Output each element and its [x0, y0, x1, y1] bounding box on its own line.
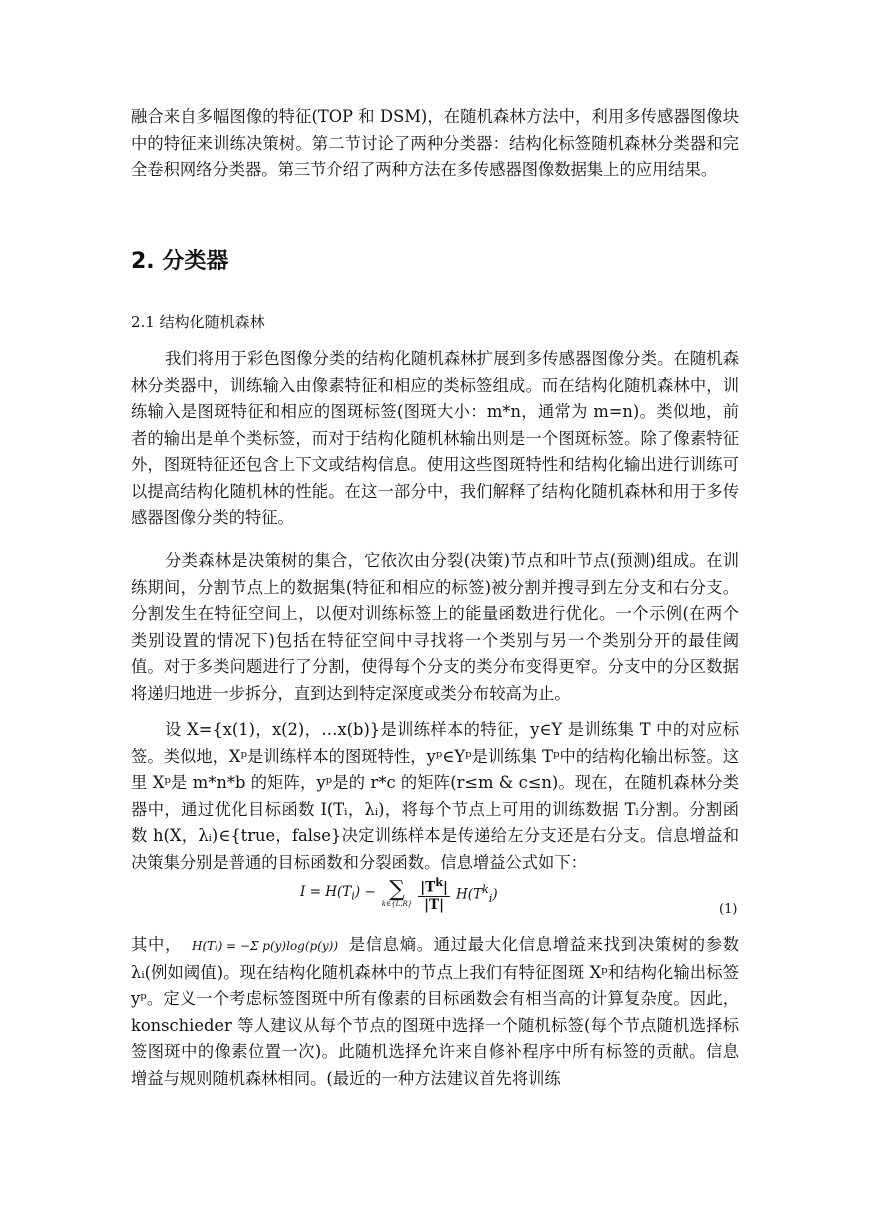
eq-lhs: $I = H(T_i)$ − [300, 884, 376, 904]
paragraph-entropy [131, 932, 739, 1092]
eq-fraction: $\frac{|T^k|}{|T|}$ [420, 875, 448, 913]
eq-sum: ∑ k∈{L,R} [381, 877, 413, 909]
paragraph-classification-forest: 分类森林是决策树的集合，它依次由分裂(决策)节点和叶节点(预测)组成。在训练期间，分割节点上的数据集(特征和相应的标签)被分割并搜寻到左分支和右分支。分割发生在特征空间上，以便对训练标签上的能量函数进行优化。一个示例(在两个类别设置的情况下)包括在特征空间中寻找将一个类别与另一个类别分开的最佳阈值。对于多类问题进行了分割，使得每个分支的类分布变得更窄。分支中的分区数据将递归地进一步拆分，直到达到特定深度或类分布较高为止。 [131, 551, 739, 703]
equation-number: (1) [719, 902, 738, 917]
paragraph-structured-rf: 我们将用于彩色图像分类的结构化随机森林扩展到多传感器图像分类。在随机森林分类器中，训练输入由像素特征和相应的类标签组成。而在结构化随机森林中，训练输入是图斑特征和相应的图斑标签(图斑大小：m*n，通常为 m=n)。类似地，前者的输出是单个类标签，而对于结构化随机林输出则是一个图斑标签。除了像素特征外，图斑特征还包含上下文或结构信息。使用这些图斑特性和结构化输出进行训练可以提高结构化随机林的性能。在这一部分中，我们解释了结构化随机森林和用于多传感器图像分类的特征。 [131, 349, 739, 527]
section-heading: 2. 分类器 [131, 249, 229, 274]
eq-rhs: $H(T^k_i)$ [455, 882, 498, 905]
subsection-heading: 2.1 结构化随机森林 [131, 313, 265, 331]
paragraph-notation: 设 X={x(1)，x(2)，…x(b)}是训练样本的特征，y∈Y 是训练集 T 中的对应标签。类似地，Xᵖ是训练样本的图斑特性，yᵖ∈Yᵖ是训练集 Tᵖ中的结构化输出标签。这里 Xᵖ是 m*n*b 的矩阵，yᵖ是的 r*c 的矩阵(r≤m & c≤n)。现在，在随机森林分类器中，通过优化目标函数 I(Tᵢ，λᵢ)，将每个节点上可用的训练数据 Tᵢ分割。分割函数 h(X，λᵢ)∈{true，false}决定训练样本是传递给左分支还是右分支。信息增益和决策集分别是普通的目标函数和分裂函数。信息增益公式如下： [131, 720, 739, 872]
intro-paragraph: 融合来自多幅图像的特征(TOP 和 DSM)，在随机森林方法中，利用多传感器图像块中的特征来训练决策树。第二节讨论了两种分类器：结构化标签随机森林分类器和完全卷积网络分类器。第三节介绍了两种方法在多传感器图像数据集上的应用结果。 [131, 107, 739, 179]
equation-information-gain [300, 875, 498, 913]
entropy-formula: H(Tᵢ) = −Σ p(y)log(p(y)) [192, 939, 339, 953]
para5-prefix: 其中， [131, 935, 182, 954]
para5-text: 是信息熵。通过最大化信息增益来找到决策树的参数λᵢ(例如阈值)。现在结构化随机森林中的节点上我们有特征图斑 Xᵖ和结构化输出标签 yᵖ。定义一个考虑标签图斑中所有像素的目标函数会有相当高的计算复杂度。因此，konschieder 等人建议从每个节点的图斑中选择一个随机标签(每个节点随机选择标签图斑中的像素位置一次)。此随机选择允许来自修补程序中所有标签的贡献。信息增益与规则随机森林相同。(最近的一种方法建议首先将训练 [131, 935, 739, 1088]
